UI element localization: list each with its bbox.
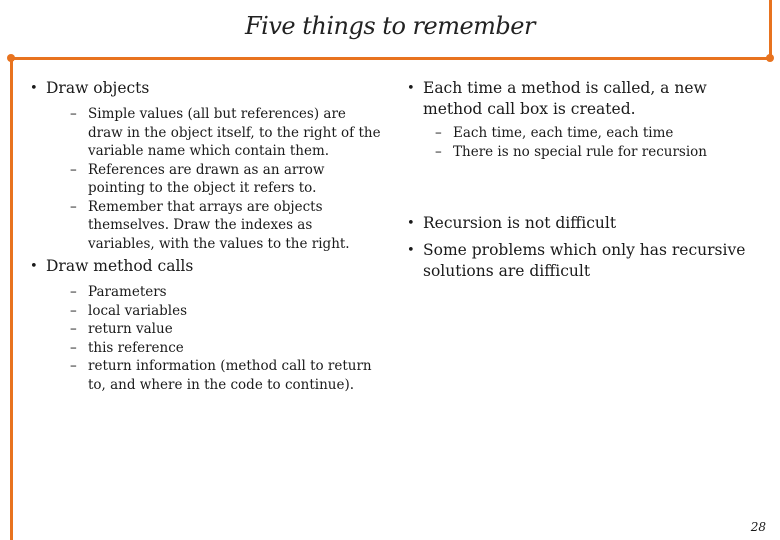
right-column	[405, 78, 755, 282]
sub-bullet: – References are drawn as an arrow pointing to the object it refers to.	[28, 161, 383, 198]
rule-dot-top-left	[7, 54, 15, 62]
page-number: 28	[750, 520, 766, 534]
sub-bullet: – this reference	[28, 339, 383, 358]
sub-bullet: – return information (method call to return to, and where in the code to continue).	[28, 357, 383, 394]
bullet-method-call-box: • Each time a method is called, a new method call box is created.	[405, 78, 755, 120]
left-column	[28, 78, 383, 394]
bullet-draw-method-calls: • Draw method calls	[28, 256, 383, 277]
sub-bullet: – Each time, each time, each time	[405, 124, 755, 143]
sub-bullet: – Remember that arrays are objects themselves. Draw the indexes as variables, with the values to the right.	[28, 198, 383, 254]
top-rule	[10, 57, 772, 60]
sub-bullet: – local variables	[28, 302, 383, 321]
rule-dot-top-right	[766, 54, 774, 62]
slide-title: Five things to remember	[245, 12, 535, 40]
bullet-recursive-problems: • Some problems which only has recursive solutions are difficult	[405, 240, 755, 282]
sub-bullet: – Parameters	[28, 283, 383, 302]
sub-bullet: – There is no special rule for recursion	[405, 143, 755, 162]
left-rule	[10, 57, 13, 540]
bullet-recursion-not-difficult: • Recursion is not difficult	[405, 213, 755, 234]
sub-bullet: – return value	[28, 320, 383, 339]
bullet-draw-objects: • Draw objects	[28, 78, 383, 99]
sub-bullet: – Simple values (all but references) are draw in the object itself, to the right of the variable name which contain them.	[28, 105, 383, 161]
